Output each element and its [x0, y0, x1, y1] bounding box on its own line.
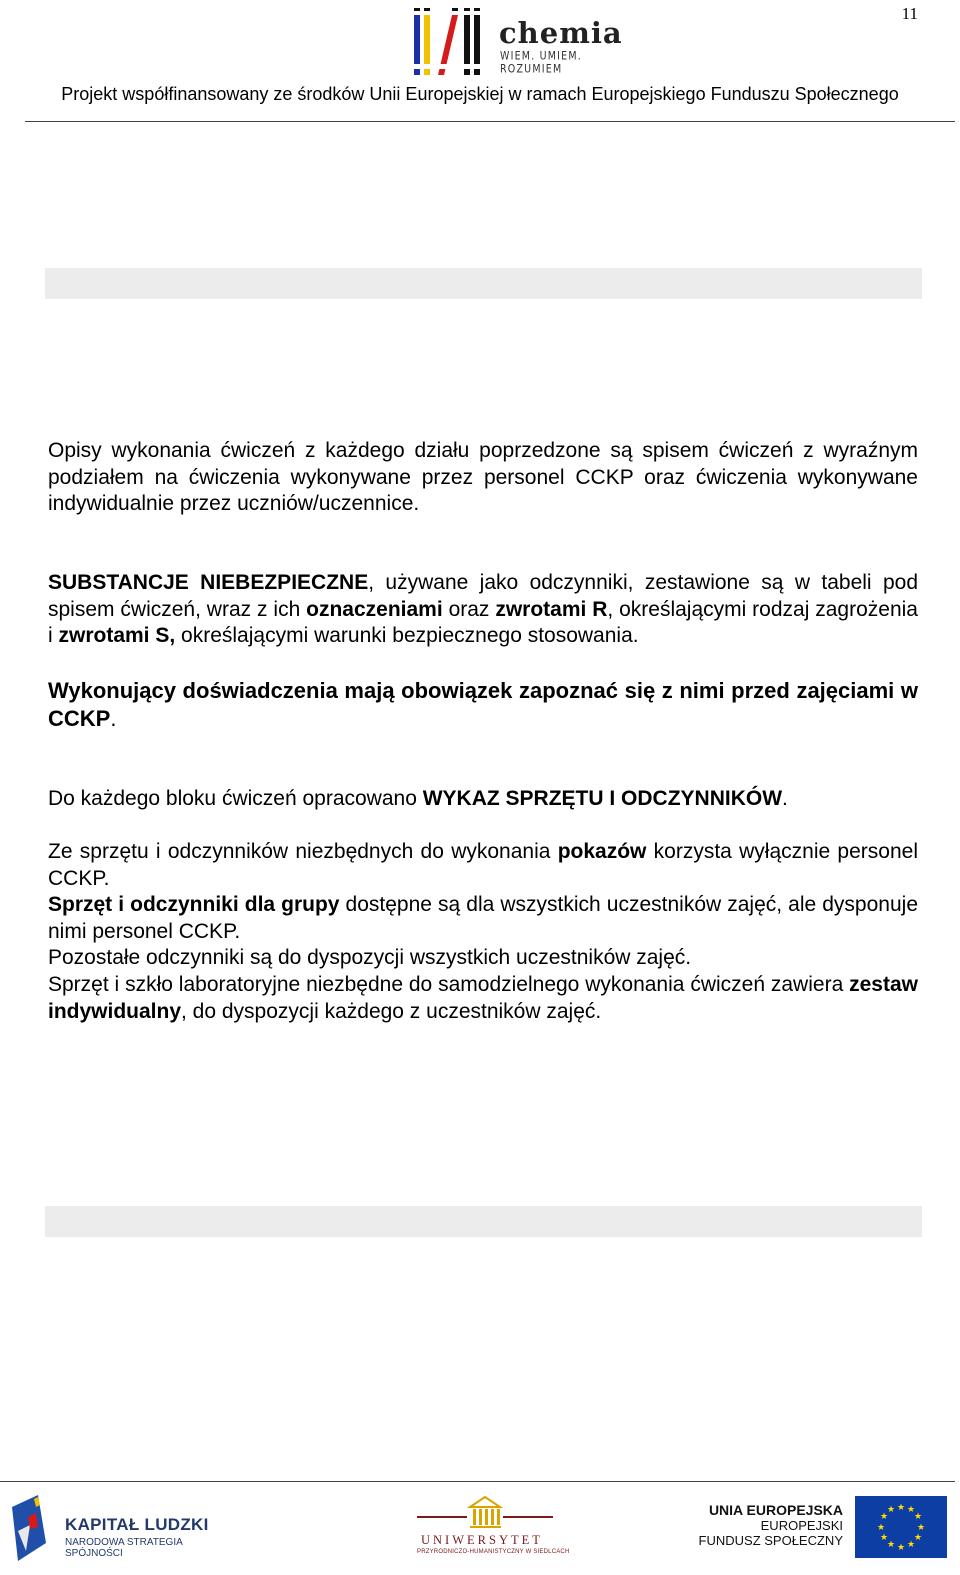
bold-zwrotami-s: zwrotami S, — [58, 624, 176, 648]
paragraph-other-reagents: Pozostałe odczynniki są do dyspozycji wszystkich uczestników zajęć. — [48, 946, 692, 970]
paragraph-3-wrap — [48, 677, 918, 733]
gray-band-top — [45, 268, 922, 299]
svg-text:★: ★ — [886, 1540, 896, 1550]
paragraph-4-wrap — [48, 786, 918, 813]
bold-substancje: SUBSTANCJE NIEBEZPIECZNE — [48, 571, 369, 594]
project-funding-line: Projekt współfinansowany ze środków Unii Europejskiej w ramach Europejskiego Funduszu Społecznego — [61, 84, 899, 104]
kl-subtitle: NARODOWA STRATEGIA SPÓJNOŚCI — [65, 1537, 183, 1559]
gray-band-bottom — [45, 1206, 922, 1237]
header-divider — [25, 121, 955, 122]
bold-wykaz: WYKAZ SPRZĘTU I ODCZYNNIKÓW — [422, 787, 783, 810]
text-segment: . — [110, 706, 117, 731]
logo-name: chemia — [499, 16, 623, 50]
text-segment: określającymi warunki bezpiecznego stosowania. — [175, 624, 639, 648]
paragraph-hazardous-substances — [48, 570, 918, 650]
svg-text:★: ★ — [886, 1505, 896, 1515]
paragraph-2-wrap — [48, 570, 918, 650]
university-building-icon — [415, 1495, 555, 1531]
paragraph-group-equipment — [48, 892, 918, 945]
bold-group-equipment: Sprzęt i odczynniki dla grupy — [48, 893, 340, 917]
paragraph-1-wrap — [48, 438, 918, 518]
bold-zestaw: zestaw indywidualny — [48, 972, 918, 1023]
svg-text:★: ★ — [879, 1512, 889, 1522]
chemia-logo — [412, 6, 622, 78]
kl-title: KAPITAŁ LUDZKI — [65, 1515, 209, 1534]
svg-text:★: ★ — [896, 1503, 906, 1513]
svg-text:★: ★ — [913, 1533, 923, 1543]
bold-zwrotami-r: zwrotami R — [495, 597, 608, 621]
kapital-ludzki-logo — [8, 1491, 238, 1566]
svg-text:★: ★ — [906, 1505, 916, 1515]
text-segment: dostępne są dla wszystkich uczestników zajęć, ale dysponuje nimi personel CCKP. — [48, 893, 918, 943]
paragraph-shows — [48, 839, 918, 892]
paragraph-obligation — [48, 677, 918, 733]
obligation-text: Wykonujący doświadczenia mają obowiązek zapoznać się z nimi przed zajęciami w CCKP — [48, 678, 918, 731]
logo-tagline: WIEM. UMIEM. ROZUMIEM — [500, 49, 583, 77]
svg-text:★: ★ — [876, 1523, 886, 1533]
university-subtitle: PRZYRODNICZO-HUMANISTYCZNY W SIEDLCACH — [417, 1549, 570, 1555]
paragraph-equipment-list — [48, 786, 918, 813]
footer-divider — [0, 1481, 955, 1482]
chemia-logo-icon — [412, 6, 484, 78]
eu-line-3: FUNDUSZ SPOŁECZNY — [698, 1533, 843, 1548]
eu-fund-text — [699, 1503, 843, 1548]
bold-pokazow: pokazów — [557, 840, 647, 863]
text-segment: Sprzęt i szkło laboratoryjne niezbędne do samodzielnego wykonania ćwiczeń zawiera — [48, 972, 850, 996]
svg-text:★: ★ — [879, 1533, 889, 1543]
university-logo — [415, 1495, 570, 1565]
paragraph-5-8-wrap — [48, 839, 918, 1025]
text-segment: Do każdego bloku ćwiczeń opracowano — [48, 787, 423, 810]
text-segment: , do dyspozycji każdego z uczestników zajęć. — [181, 999, 602, 1023]
eu-line-1: UNIA EUROPEJSKA — [708, 1502, 843, 1518]
eu-flag-icon — [855, 1496, 947, 1558]
bold-oznaczeniami: oznaczeniami — [306, 597, 443, 621]
paragraph-intro: Opisy wykonania ćwiczeń z każdego działu poprzedzone są spisem ćwiczeń z wyraźnym podziałem na ćwiczenia wykonywane przez personel CCKP oraz ćwiczenia wykonywane indywidualnie przez uczniów/uczennice. — [48, 439, 918, 516]
text-segment: , określającymi rodzaj zagrożenia i — [48, 597, 918, 648]
text-segment: . — [782, 787, 788, 810]
eu-line-2: EUROPEJSKI — [760, 1518, 843, 1533]
svg-text:★: ★ — [916, 1523, 926, 1533]
page-number: 11 — [901, 4, 918, 23]
svg-text:★: ★ — [906, 1540, 916, 1550]
text-segment: oraz — [442, 597, 496, 621]
text-segment: Ze sprzętu i odczynników niezbędnych do wykonania — [48, 840, 558, 863]
paragraph-individual-kit — [48, 972, 918, 1025]
svg-text:★: ★ — [896, 1543, 906, 1553]
kapital-ludzki-icon — [8, 1491, 56, 1563]
svg-text:★: ★ — [913, 1512, 923, 1522]
text-segment: , używane jako odczynniki, zestawione są w tabeli pod spisem ćwiczeń, wraz z ich — [48, 571, 918, 621]
text-segment: korzysta wyłącznie personel CCKP. — [48, 840, 918, 890]
university-name: UNIWERSYTET — [421, 1533, 543, 1547]
